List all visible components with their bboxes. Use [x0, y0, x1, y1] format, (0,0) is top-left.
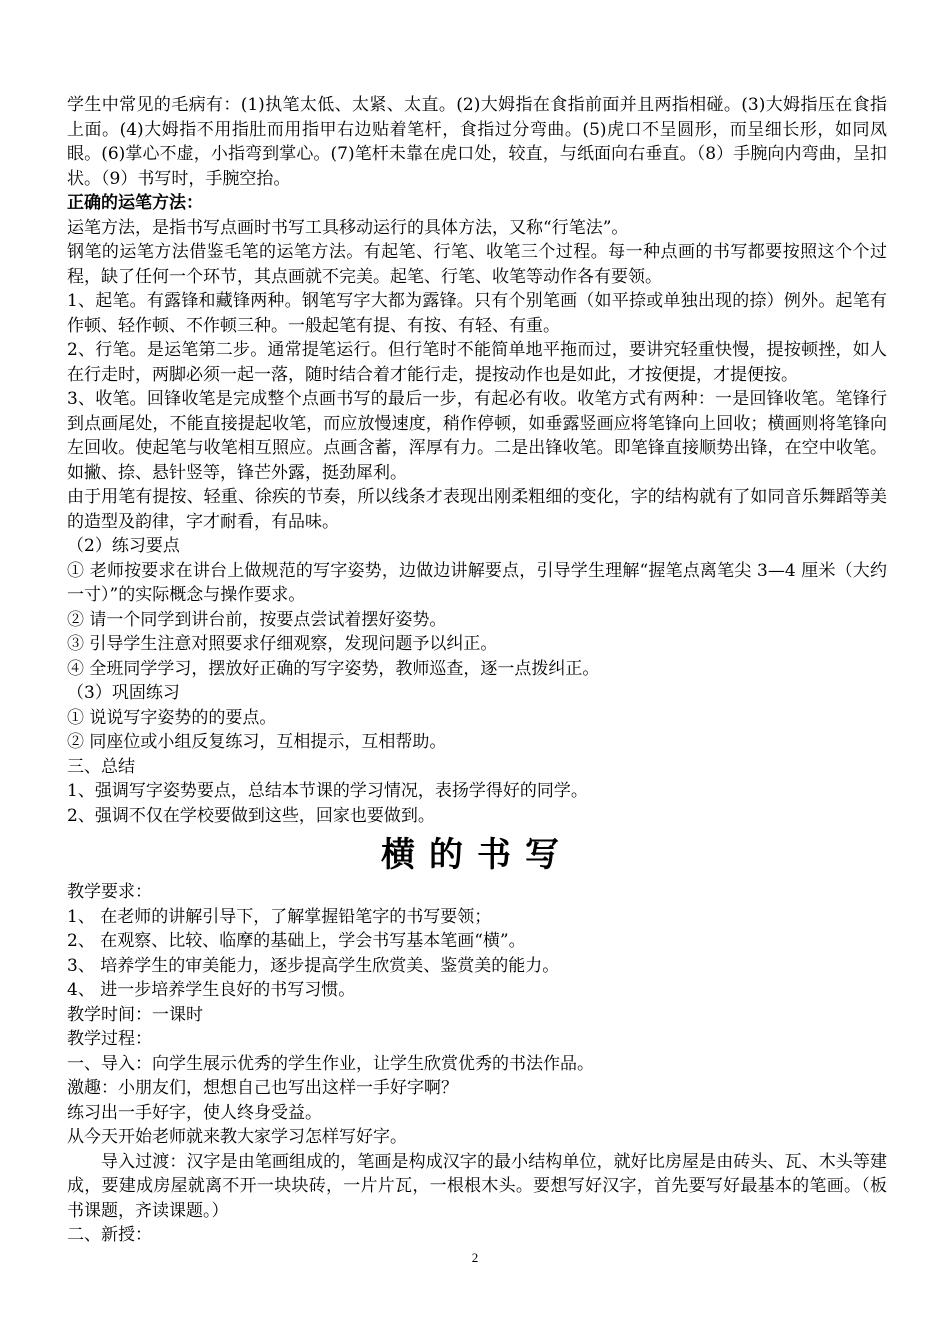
list-item: 4、 进一步培养学生良好的书写习惯。 [67, 980, 356, 1000]
list-item: ④ 全班同学学习，摆放好正确的写字姿势，教师巡查，逐一点拨纠正。 [67, 658, 600, 679]
paragraph: 练习出一手好字，使人终身受益。 [67, 1102, 322, 1123]
paragraph: 教学过程： [67, 1029, 152, 1049]
list-item: ② 同座位或小组反复练习，互相提示，互相帮助。 [67, 732, 447, 752]
list-heading: 三、总结 [67, 756, 135, 777]
paragraph: 导入过渡：汉字是由笔画组成的，笔画是构成汉字的最小结构单位，就好比房屋是由砖头、瓦、木头等建成，要建成房屋就离不开一块块砖，一片片瓦，一根根木头。要想写好汉字，首先要写好最基本的笔画。（板书课题，齐读课题。） [67, 1151, 887, 1221]
section-title: 横的书写 [381, 835, 573, 875]
paragraph: 二、新授： [67, 1225, 152, 1245]
paragraph: 教学要求： [67, 882, 152, 902]
list-heading: （2）练习要点 [67, 536, 180, 556]
paragraph: 运笔方法，是指书写点画时书写工具移动运行的具体方法，又称“行笔法”。 [67, 217, 629, 238]
paragraph: 一、导入：向学生展示优秀的学生作业，让学生欣赏优秀的书法作品。 [67, 1053, 594, 1074]
paragraph: 学生中常见的毛病有：(1)执笔太低、太紧、太直。(2)大姆指在食指前面并且两指相碰。(3)大姆指压在食指上面。(4)大姆指不用指肚而用指甲右边贴着笔杆，食指过分弯曲。(5)虎口不呈圆形，而呈细长形，如同凤眼。(6)掌心不虚，小指弯到掌心。(7)笔杆未靠在虎口处，较直，与纸面向右垂直。（8）手腕向内弯曲，呈扣状。（9）书写时，手腕空抬。 [67, 95, 887, 189]
list-item: ① 老师按要求在讲台上做规范的写字姿势，边做边讲解要点，引导学生理解“握笔点离笔尖 3—4 厘米（大约一寸）”的实际概念与操作要求。 [67, 560, 887, 605]
list-item: ① 说说写字姿势的的要点。 [67, 707, 277, 728]
list-heading: （3）巩固练习 [67, 683, 180, 703]
paragraph: 教学时间：一课时 [67, 1004, 203, 1025]
paragraph: 2、行笔。是运笔第二步。通常提笔运行。但行笔时不能简单地平拖而过，要讲究轻重快慢，提按顿挫，如人在行走时，两脚必须一起一落，随时结合着才能行走，提按动作也是如此，才按便提，才提便按。 [67, 340, 887, 385]
document-page [67, 93, 887, 1248]
list-item: ② 请一个同学到讲台前，按要点尝试着摆好姿势。 [67, 609, 447, 630]
list-item: ③ 引导学生注意对照要求仔细观察，发现问题予以纠正。 [67, 634, 498, 654]
paragraph: 从今天开始老师就来教大家学习怎样写好字。 [67, 1127, 407, 1147]
paragraph: 由于用笔有提按、轻重、徐疾的节奏，所以线条才表现出刚柔粗细的变化，字的结构就有了如同音乐舞蹈等美的造型及韵律，字才耐看，有品味。 [67, 487, 887, 532]
list-item: 3、 培养学生的审美能力，逐步提高学生欣赏美、鉴赏美的能力。 [67, 955, 560, 976]
list-item: 2、强调不仅在学校要做到这些，回家也要做到。 [67, 805, 435, 826]
page-number: 2 [471, 1250, 479, 1265]
list-item: 1、 在老师的讲解引导下，了解掌握铅笔字的书写要领； [67, 906, 492, 927]
list-item: 1、强调写字姿势要点，总结本节课的学习情况，表扬学得好的同学。 [67, 781, 588, 801]
paragraph: 1、起笔。有露锋和藏锋两种。钢笔写字大都为露锋。只有个别笔画（如平捺或单独出现的捺）例外。起笔有作顿、轻作顿、不作顿三种。一般起笔有提、有按、有轻、有重。 [67, 291, 887, 336]
list-item: 2、 在观察、比较、临摩的基础上，学会书写基本笔画“横”。 [67, 931, 526, 951]
paragraph: 3、收笔。回锋收笔是完成整个点画书写的最后一步，有起必有收。收笔方式有两种：一是回锋收笔。笔锋行到点画尾处，不能直接提起收笔，而应放慢速度，稍作停顿，如垂露竖画应将笔锋向上回收；横画则将笔锋向左回收。使起笔与收笔相互照应。点画含蓄，浑厚有力。二是出锋收笔。即笔锋直接顺势出锋，在空中收笔。如撇、捺、悬针竖等，锋芒外露，挺劲犀利。 [67, 389, 887, 483]
paragraph: 激趣：小朋友们，想想自己也写出这样一手好字啊？ [67, 1078, 458, 1098]
subheading: 正确的运笔方法： [67, 193, 203, 213]
paragraph: 钢笔的运笔方法借鉴毛笔的运笔方法。有起笔、行笔、收笔三个过程。每一种点画的书写都要按照这个个过程，缺了任何一个环节，其点画就不完美。起笔、行笔、收笔等动作各有要领。 [67, 242, 887, 287]
